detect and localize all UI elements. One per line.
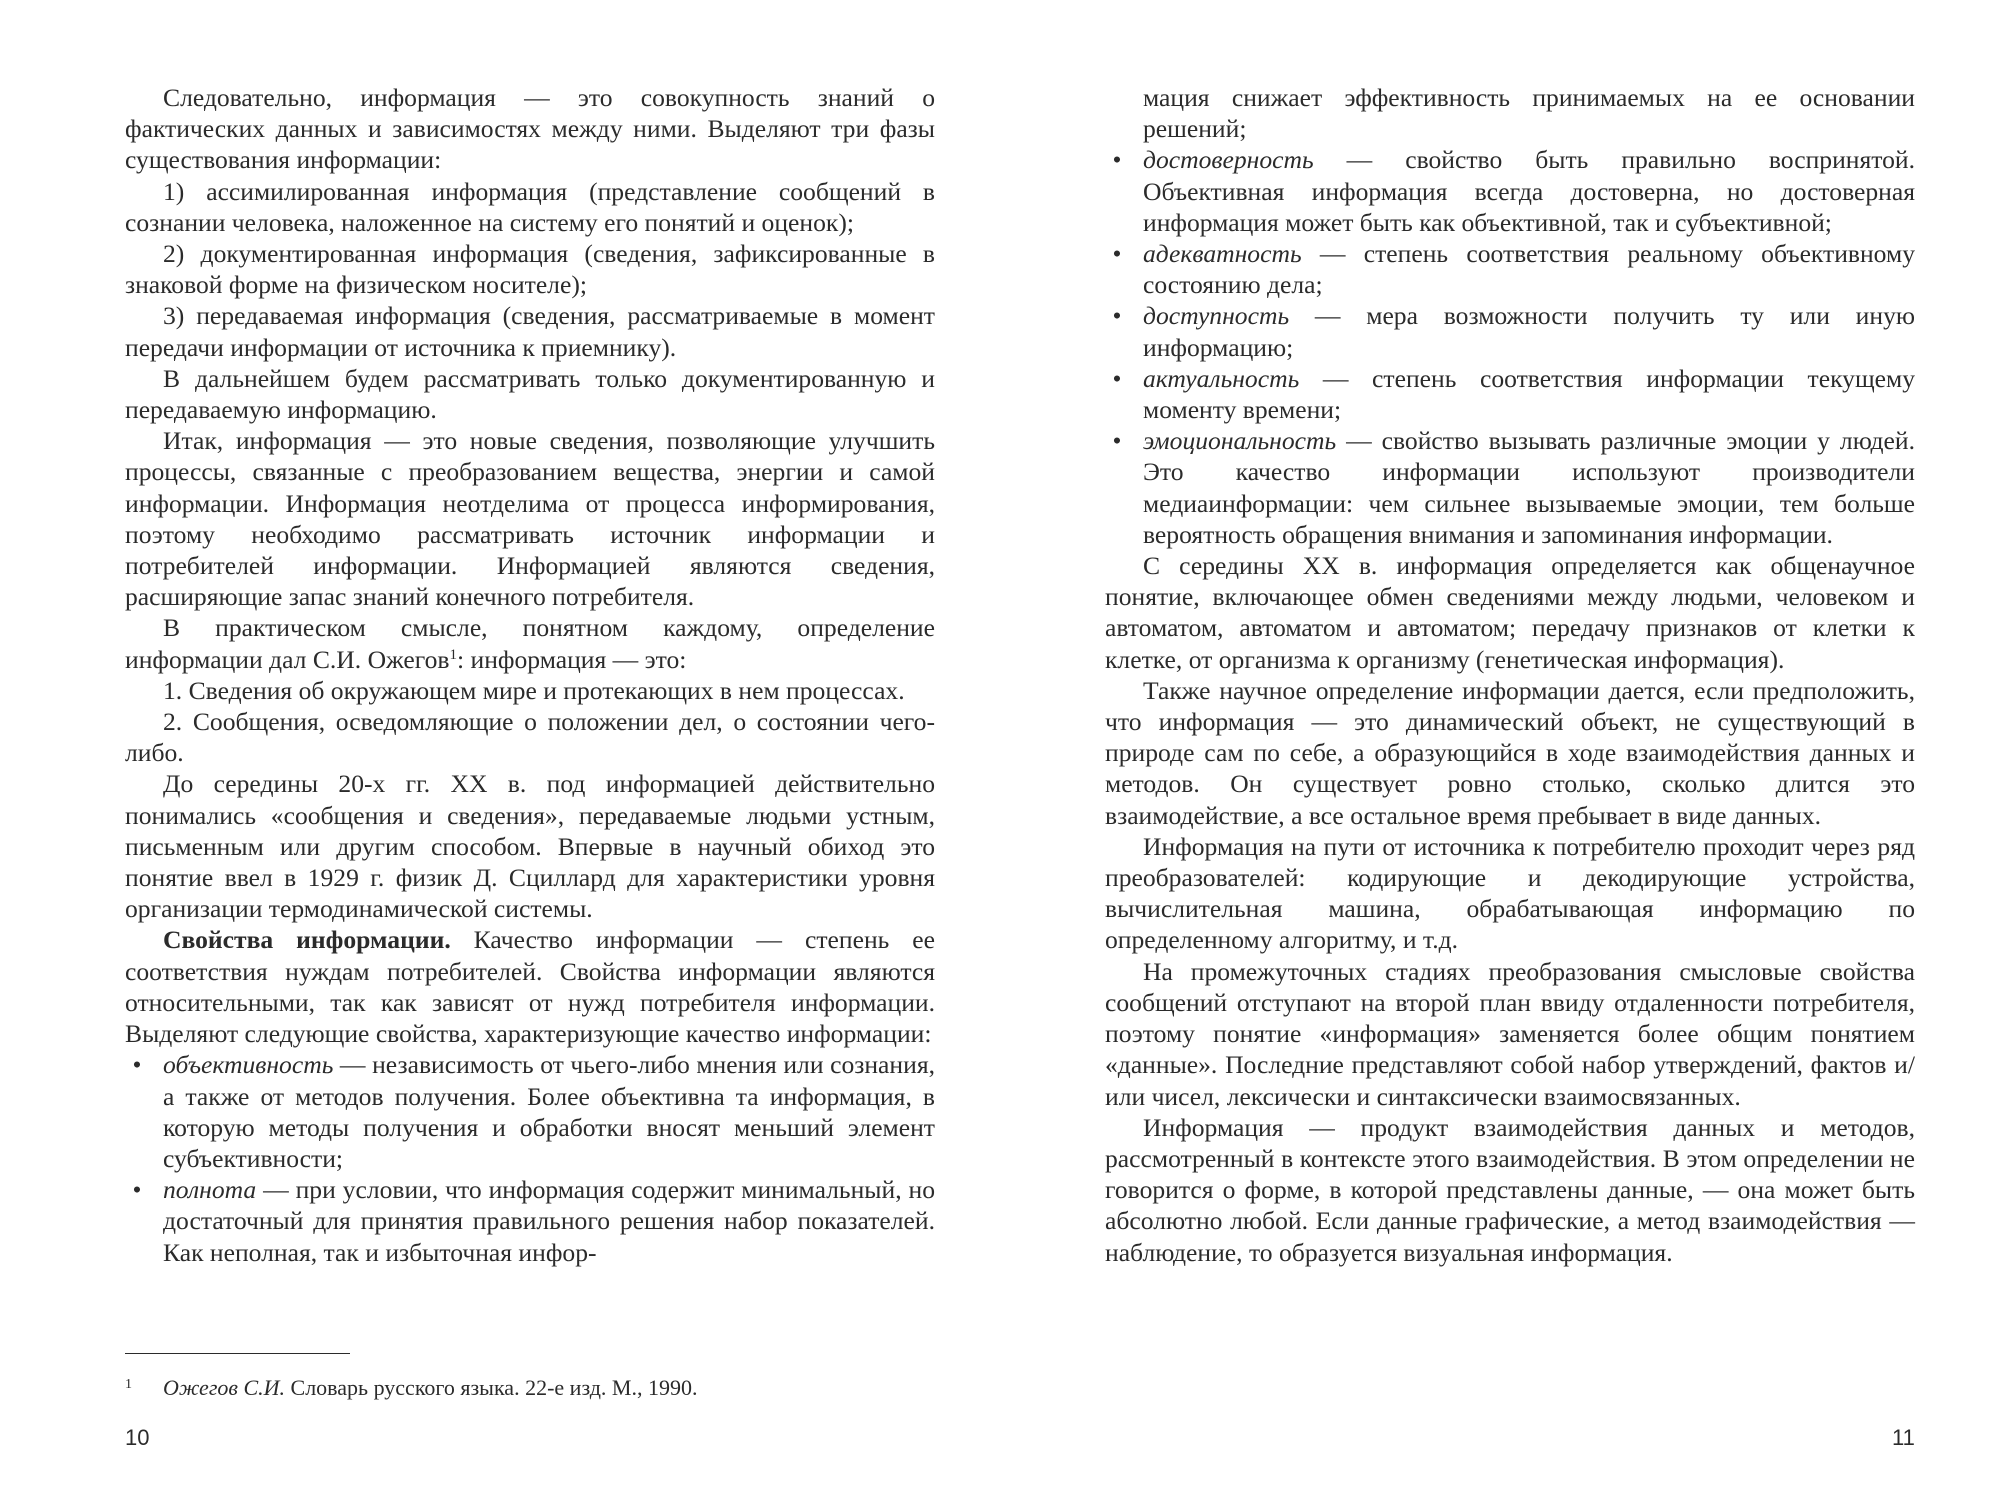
term: актуальность — [1143, 363, 1300, 393]
page-number-right: 11 — [1892, 1425, 1915, 1450]
bullet-icon: • — [1112, 301, 1122, 331]
definition: — независимость от чьего-либо мнения или сознания, а также от методов получения. Более объективна та информация, в которую методы получения и обработки вносят меньший элемент субъективности; — [163, 1050, 935, 1173]
term: полнота — [163, 1175, 257, 1205]
definition: — степень соответствия информации текущему моменту времени; — [1143, 363, 1915, 425]
section-heading: Свойства информации. — [163, 925, 451, 955]
left-page-body — [125, 82, 935, 1268]
page-number-left: 10 — [125, 1425, 150, 1450]
paragraph: С середины XX в. информация определяется как общенаучное понятие, включающее обмен сведениями между людьми, человеком и автоматом, автоматом и автоматом; передачу признаков от клетки к клетке, от организма к организму (генетическая информация). — [1105, 551, 1915, 674]
definition: — свойство вызывать различные эмоции у людей. Это качество информации используют производители медиаинформации: чем сильнее вызываемые эмоции, тем больше вероятность обращения внимания и запоминания информации. — [1143, 426, 1915, 549]
footnote — [125, 1371, 935, 1402]
paragraph: 3) передаваемая информация (сведения, рассматриваемые в момент передачи информации от источника к приемнику). — [125, 301, 935, 362]
definition: — при условии, что информация содержит минимальный, но достаточный для принятия правильного решения набор показателей. Как неполная, так и избыточная инфор- — [163, 1175, 935, 1267]
text: : информация — это: — [457, 644, 687, 674]
footnote-text: Словарь русского языка. 22-е изд. М., 1990. — [285, 1375, 698, 1400]
paragraph: Следовательно, информация — это совокупность знаний о фактических данных и зависимостях между ними. Выделяют три фазы существования информации: — [125, 83, 935, 175]
paragraph: Также научное определение информации дается, если предположить, что информация — это динамический объект, не существующий в природе сам по себе, а образующийся в ходе взаимодействия данных и методов. Он существует ровно столько, сколько длится это взаимодействие, а все остальное время пребывает в виде данных. — [1105, 675, 1915, 830]
footnote-number: 1 — [125, 1377, 132, 1392]
list-item — [1105, 300, 1915, 362]
bullet-icon: • — [1112, 145, 1122, 175]
paragraph: 2) документированная информация (сведения, зафиксированные в знаковой форме на физическом носителе); — [125, 239, 935, 300]
footnote-author: Ожегов С.И. — [163, 1375, 286, 1400]
paragraph: На промежуточных стадиях преобразования смысловые свойства сообщений отступают на второй план ввиду отдаленности потребителя, поэтому понятие «информация» заменяется более общим понятием «данные». Последние представляют собой набор утверждений, фактов и/или чисел, лексически и синтаксически взаимосвязанных. — [1105, 956, 1915, 1111]
paragraph: Информация — продукт взаимодействия данных и методов, рассмотренный в контексте этого взаимодействия. В этом определении не говорится о форме, в которой представлены данные, — она может быть абсолютно любой. Если данные графические, а метод взаимодействия — наблюдение, то образуется визуальная информация. — [1105, 1112, 1915, 1267]
bullet-icon: • — [1112, 363, 1122, 393]
paragraph: 2. Сообщения, осведомляющие о положении дел, о состоянии чего-либо. — [125, 707, 935, 768]
paragraph: В дальнейшем будем рассматривать только документированную и передаваемую информацию. — [125, 363, 935, 425]
term: объективность — [163, 1050, 334, 1080]
definition: — мера возможности получить ту или иную информацию; — [1143, 301, 1915, 362]
term: эмоциональность — [1143, 426, 1337, 456]
list-item — [125, 1174, 935, 1268]
bullet-icon: • — [1112, 239, 1122, 269]
list-item — [1105, 425, 1915, 550]
paragraph: Итак, информация — это новые сведения, позволяющие улучшить процессы, связанные с преобразованием вещества, энергии и самой информации. Информация неотделима от процесса информирования, поэтому необходимо рассматривать источник информации и потребителей информации. Информацией являются сведения, расширяющие запас знаний конечного потребителя. — [125, 426, 935, 612]
text: В практическом смысле, понятном каждому, определение информации дал С.И. Ожегов — [125, 613, 935, 674]
paragraph: 1) ассимилированная информация (представление сообщений в сознании человека, наложенное на систему его понятий и оценок); — [125, 176, 935, 237]
footnote-divider — [125, 1353, 350, 1354]
list-item — [1105, 238, 1915, 300]
paragraph: 1. Сведения об окружающем мире и протекающих в нем процессах. — [163, 675, 905, 705]
paragraph — [125, 924, 935, 1049]
term: доступность — [1143, 301, 1290, 331]
term: достоверность — [1143, 145, 1314, 175]
list-item — [1105, 144, 1915, 238]
footnote-reference[interactable]: 1 — [449, 646, 458, 663]
definition: — свойство быть правильно воспринятой. Объективная информация всегда достоверна, но достоверная информация может быть как объективной, так и субъективной; — [1143, 145, 1915, 237]
right-page-body — [1105, 82, 1915, 1268]
bullet-icon: • — [132, 1175, 142, 1205]
paragraph: До середины 20-х гг. XX в. под информацией действительно понимались «сообщения и сведения», передаваемые людьми устным, письменным или другим способом. Впервые в научный обиход это понятие ввел в 1929 г. физик Д. Сциллард для характеристики уровня организации термодинамической системы. — [125, 769, 935, 924]
list-item-continuation — [1105, 82, 1915, 144]
bullet-icon: • — [132, 1050, 142, 1080]
paragraph: Информация на пути от источника к потребителю проходит через ряд преобразователей: кодирующие и декодирующие устройства, вычислительная машина, обрабатывающая информацию по определенному алгоритму, и т.д. — [1105, 831, 1915, 955]
paragraph — [125, 612, 935, 674]
text: Качество информации — степень ее соответствия нуждам потребителей. Свойства информации являются относительными, так как зависят от нужд потребителя информации. Выделяют следующие свойства, характеризующие качество информации: — [125, 925, 935, 1049]
term: адекватность — [1143, 239, 1302, 269]
definition: мация снижает эффективность принимаемых на ее основании решений; — [1143, 83, 1915, 144]
list-item — [1105, 363, 1915, 425]
bullet-icon: • — [1112, 426, 1122, 456]
definition: — степень соответствия реальному объективному состоянию дела; — [1143, 239, 1915, 300]
list-item — [125, 1049, 935, 1174]
